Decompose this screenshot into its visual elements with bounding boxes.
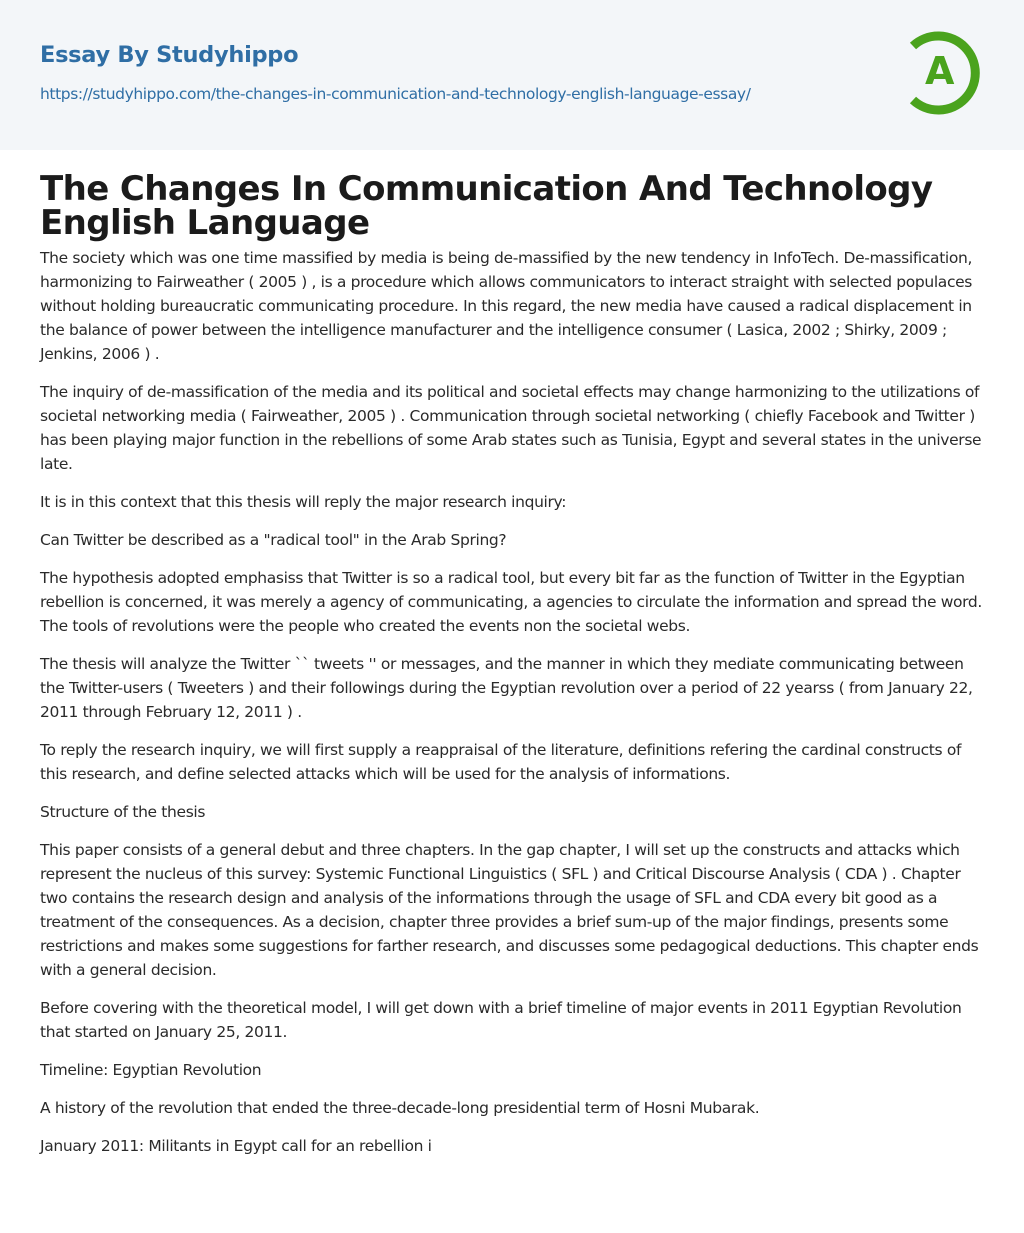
article-paragraph: The society which was one time massified by media is being de-massified by the new tendency in InfoTech. De-massification, harmonizing to Fairweather ( 2005 ) , is a procedure which allows communicators to interact straight with selected populaces without holding bureaucratic communicating procedure. In this regard, the new media have caused a radical displacement in the balance of power between the intelligence manufacturer and the intelligence consumer ( Lasica, 2002 ; Shirky, 2009 ; Jenkins, 2006 ) . (40, 249, 973, 363)
research-question: Can Twitter be described as a "radical tool" in the Arab Spring? (40, 531, 507, 549)
article-title: The Changes In Communication And Technology English Language (40, 169, 933, 243)
article-paragraph: This paper consists of a general debut and three chapters. In the gap chapter, I will set up the constructs and attacks which represent the nucleus of this survey: Systemic Functional Linguistics ( SFL ) and Critical Discourse Analysis ( CDA ) . Chapter two contains the research design and analysis of the informations through the usage of SFL and CDA every bit good as a treatment of the consequences. As a decision, chapter three provides a brief sum-up of the major findings, presents some restrictions and makes some suggestions for farther research, and discusses some pedagogical deductions. This chapter ends with a general decision. (40, 841, 979, 979)
article-paragraph: The thesis will analyze the Twitter `` tweets '' or messages, and the manner in which they mediate communicating between the Twitter-users ( Tweeters ) and their followings during the Egyptian revolution over a period of 22 yearss ( from January 22, 2011 through February 12, 2011 ) . (40, 655, 973, 721)
section-heading-timeline: Timeline: Egyptian Revolution (40, 1061, 262, 1079)
site-header (0, 0, 1024, 150)
site-title-link[interactable]: Essay By Studyhippo (40, 42, 299, 68)
article-paragraph-truncated: January 2011: Militants in Egypt call for an rebellion i (40, 1137, 432, 1155)
article-paragraph: To reply the research inquiry, we will first supply a reappraisal of the literature, definitions refering the cardinal constructs of this research, and define selected attacks which will be used for the analysis of informations. (40, 741, 962, 783)
article-paragraph: The inquiry of de-massification of the media and its political and societal effects may change harmonizing to the utilizations of societal networking media ( Fairweather, 2005 ) . Communication through societal networking ( chiefly Facebook and Twitter ) has been playing major function in the rebellions of some Arab states such as Tunisia, Egypt and several states in the universe late. (40, 383, 982, 473)
article-paragraph: A history of the revolution that ended the three-decade-long presidential term of Hosni Mubarak. (40, 1099, 760, 1117)
logo-letter: A (925, 49, 955, 93)
section-heading-structure: Structure of the thesis (40, 803, 206, 821)
article-paragraph: The hypothesis adopted emphasiss that Twitter is so a radical tool, but every bit far as the function of Twitter in the Egyptian rebellion is concerned, it was merely a agency of communicating, a agencies to circulate the information and spread the word. The tools of revolutions were the people who created the events non the societal webs. (40, 569, 982, 635)
essay-url-link[interactable]: https://studyhippo.com/the-changes-in-communication-and-technology-english-language-essay/ (40, 85, 751, 103)
article (0, 169, 1024, 1158)
article-paragraph: It is in this context that this thesis will reply the major research inquiry: (40, 493, 567, 511)
article-paragraph: Before covering with the theoretical model, I will get down with a brief timeline of major events in 2011 Egyptian Revolution that started on January 25, 2011. (40, 999, 962, 1041)
studyhippo-logo-icon[interactable] (896, 28, 986, 118)
